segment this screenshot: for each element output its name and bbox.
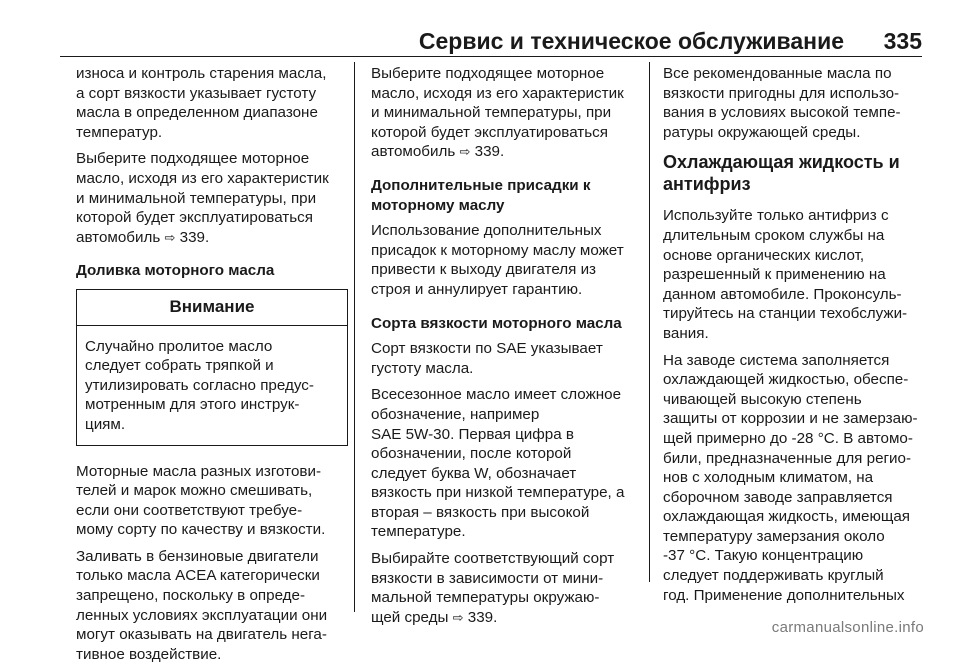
section-heading: Сорта вязкости моторного масла xyxy=(371,314,622,332)
paragraph: Всесезонное масло имеет сложное обозначение, например SAE 5W-30. Первая цифра в обозначении, после которой следует буква W, обозначает вязкость при низкой температуре, а вторая – вязкость при высокой температуре. xyxy=(371,386,625,541)
watermark: carmanualsonline.info xyxy=(771,619,924,636)
paragraph: износа и контроль старения масла, а сорт вязкости указывает густоту масла в определенном диапазоне температур. xyxy=(76,65,327,141)
arrow-reference-icon[interactable]: ⇨ xyxy=(164,229,176,245)
paragraph: Используйте только антифриз с длительным сроком службы на основе органических кислот, разрешенный к применению на данном автомобиле. Проконсуль- тируйтесь на станции техобслужи- вания. xyxy=(663,207,908,342)
paragraph: Моторные масла разных изготови- телей и марок можно смешивать, если они соответствуют требуе- мому сорту по качеству и вязкости. xyxy=(76,462,326,539)
warning-box xyxy=(76,289,348,446)
page-reference-link[interactable]: 339. xyxy=(474,143,505,161)
arrow-reference-icon[interactable]: ⇨ xyxy=(452,609,464,625)
page-number: 335 xyxy=(883,28,922,54)
section-heading: Охлаждающая жидкость и антифриз xyxy=(663,152,900,195)
page-reference-link[interactable]: 339. xyxy=(467,608,498,626)
paragraph: Все рекомендованные масла по вязкости пригодны для использо- вания в условиях высокой темпе- ратуры окружающей среды. xyxy=(663,65,901,141)
column-left xyxy=(76,64,348,671)
paragraph: Выберите подходящее моторное масло, исходя из его характеристик и минимальной температуры, при которой будет эксплуатироваться автомобиль ⇨ 339. xyxy=(371,65,624,161)
arrow-reference-icon[interactable]: ⇨ xyxy=(459,144,471,160)
paragraph: Сорт вязкости по SAE указывает густоту масла. xyxy=(371,340,603,377)
section-heading: Доливка моторного масла xyxy=(76,262,275,280)
column-divider xyxy=(649,62,650,582)
column-middle xyxy=(371,64,631,634)
paragraph: На заводе система заполняется охлаждающей жидкостью, обеспе- чивающей высокую степень защиты от коррозии и не замерзаю- щей примерно до -28 °C. В автомо- били, предназначенные для регио- нов с холодным климатом, на сборочном заводе заправляется охлаждающая жидкость, имеющая температуру замерзания около -37 °C. Такую концентрацию следует поддерживать круглый год. Применение дополнительных xyxy=(663,351,918,604)
paragraph: Использование дополнительных присадок к моторному маслу может привести к выходу двигателя из строя и аннулирует гарантию. xyxy=(371,222,624,298)
column-divider xyxy=(354,62,355,612)
section-heading: Дополнительные присадки к моторному маслу xyxy=(371,176,591,214)
column-right xyxy=(663,64,925,612)
warning-text: Случайно пролитое масло следует собрать тряпкой и утилизировать согласно предус- мотренным для этого инструк- циям. xyxy=(85,337,314,433)
paragraph: Выберите подходящее моторное масло, исходя из его характеристик и минимальной температуры, при которой будет эксплуатироваться автомобиль ⇨ 339. xyxy=(76,150,329,246)
page-header xyxy=(60,22,922,57)
paragraph: Выбирайте соответствующий сорт вязкости в зависимости от мини- мальной температуры окружаю- щей среды ⇨ 339. xyxy=(371,550,615,626)
paragraph: Заливать в бензиновые двигатели только масла ACEA категорически запрещено, поскольку в опреде- ленных условиях эксплуатации они могут оказывать на двигатель нега- тивное воздействие. xyxy=(76,547,328,663)
section-title: Сервис и техническое обслуживание xyxy=(418,28,844,54)
page-reference-link[interactable]: 339. xyxy=(179,228,210,246)
warning-title: Внимание xyxy=(77,290,347,326)
